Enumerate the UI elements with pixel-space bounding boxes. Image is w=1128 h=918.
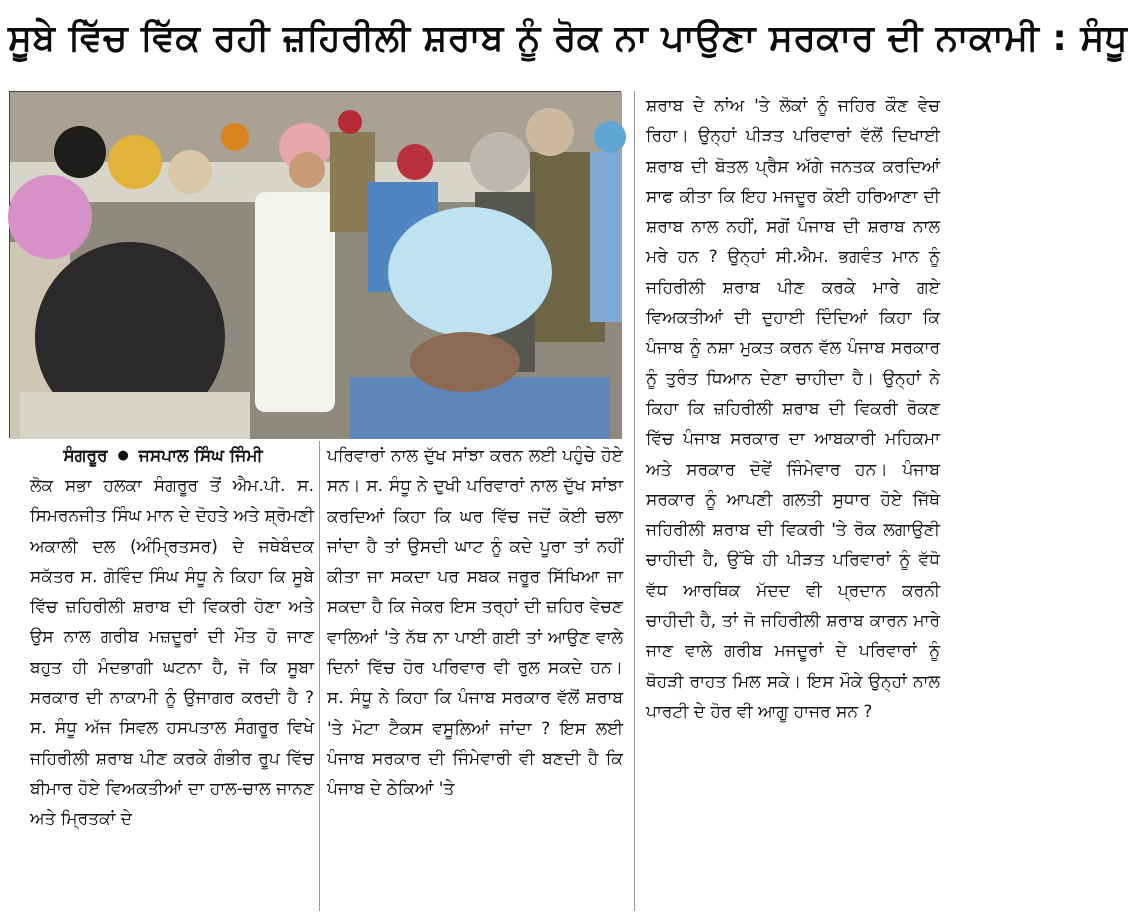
article-column-3	[646, 91, 940, 913]
byline	[12, 441, 314, 471]
foreground-neck	[410, 332, 520, 392]
person-head	[221, 123, 249, 151]
police-cap	[338, 110, 362, 134]
pink-turban	[8, 175, 92, 259]
blue-turban-right	[594, 121, 626, 153]
person-head	[108, 135, 162, 189]
article-paragraph: ਲੋਕ ਸਭਾ ਹਲਕਾ ਸੰਗਰੂਰ ਤੋਂ ਐਮ.ਪੀ. ਸ. ਸਿਮਰਨਜੀਤ ਸਿੰਘ ਮਾਨ ਦੇ ਦੋਹਤੇ ਅਤੇ ਸ਼੍ਰੋਮਣੀ ਅਕਾਲੀ ਦਲ (ਅੰਮ੍ਰਿਤਸਰ) ਦੇ ਜਥੇਬੰਦਕ ਸਕੱਤਰ ਸ. ਗੋਵਿੰਦ ਸਿੰਘ ਸੰਧੂ ਨੇ ਕਿਹਾ ਕਿ ਸੂਬੇ ਵਿੱਚ ਜ਼ਹਿਰੀਲੀ ਸ਼ਰਾਬ ਦੀ ਵਿਕਰੀ ਹੋਣਾ ਅਤੇ ਉਸ ਨਾਲ ਗਰੀਬ ਮਜ਼ਦੂਰਾਂ ਦੀ ਮੌਤ ਹੋ ਜਾਣ ਬਹੁਤ ਹੀ ਮੰਦਭਾਗੀ ਘਟਨਾ ਹੈ, ਜੋ ਕਿ ਸੂਬਾ ਸਰਕਾਰ ਦੀ ਨਾਕਾਮੀ ਨੂੰ ਉਜਾਗਰ ਕਰਦੀ ਹੈ ? ਸ. ਸੰਧੂ ਅੱਜ ਸਿਵਲ ਹਸਪਤਾਲ ਸੰਗਰੂਰ ਵਿਖੇ ਜਹਿਰੀਲੀ ਸ਼ਰਾਬ ਪੀਣ ਕਰਕੇ ਗੰਭੀਰ ਰੂਪ ਵਿੱਚ ਬੀਮਾਰ ਹੋਏ ਵਿਅਕਤੀਆਂ ਦਾ ਹਾਲ-ਚਾਲ ਜਾਨਣ ਅਤੇ ਮ੍ਰਿਤਕਾਂ ਦੇ	[30, 476, 314, 830]
column-divider	[634, 91, 635, 911]
person-head	[54, 126, 106, 178]
headline: ਸੂਬੇ ਵਿੱਚ ਵਿੱਕ ਰਹੀ ਜ਼ਹਿਰੀਲੀ ਸ਼ਰਾਬ ਨੂੰ ਰੋਕ ਨਾ ਪਾਉਣਾ ਸਰਕਾਰ ਦੀ ਨਾਕਾਮੀ : ਸੰਧੂ	[8, 18, 1128, 59]
person-face	[289, 152, 325, 188]
white-kurta	[255, 192, 335, 412]
person-head	[168, 150, 212, 194]
byline-bullet: ●	[117, 448, 129, 463]
photo-scene	[10, 92, 622, 439]
article-paragraph: ਪਰਿਵਾਰਾਂ ਨਾਲ ਦੁੱਖ ਸਾਂਝਾ ਕਰਨ ਲਈ ਪਹੁੰਚੇ ਹੋਏ ਸਨ। ਸ. ਸੰਧੂ ਨੇ ਦੁਖੀ ਪਰਿਵਾਰਾਂ ਨਾਲ ਦੁੱਖ ਸਾਂਝਾ ਕਰਦਿਆਂ ਕਿਹਾ ਕਿ ਘਰ ਵਿੱਚ ਜਦੋਂ ਕੋਈ ਚਲਾ ਜਾਂਦਾ ਹੈ ਤਾਂ ਉਸਦੀ ਘਾਟ ਨੂੰ ਕਦੇ ਪੂਰਾ ਤਾਂ ਨਹੀਂ ਕੀਤਾ ਜਾ ਸਕਦਾ ਪਰ ਸਬਕ ਜਰੂਰ ਸਿੱਖਿਆ ਜਾ ਸਕਦਾ ਹੈ ਕਿ ਜੇਕਰ ਇਸ ਤਰ੍ਹਾਂ ਦੀ ਜ਼ਹਿਰ ਵੇਚਣ ਵਾਲਿਆਂ 'ਤੇ ਨੱਥ ਨਾ ਪਾਈ ਗਈ ਤਾਂ ਆਉਣ ਵਾਲੇ ਦਿਨਾਂ ਵਿੱਚ ਹੋਰ ਪਰਿਵਾਰ ਵੀ ਰੁਲ ਸਕਦੇ ਹਨ। ਸ. ਸੰਧੂ ਨੇ ਕਿਹਾ ਕਿ ਪੰਜਾਬ ਸਰਕਾਰ ਵੱਲੋਂ ਸ਼ਰਾਬ 'ਤੇ ਮੋਟਾ ਟੈਕਸ ਵਸੂਲਿਆਂ ਜਾਂਦਾ ? ਇਸ ਲਈ ਪੰਜਾਬ ਸਰਕਾਰ ਦੀ ਜਿੰਮੇਵਾਰੀ ਵੀ ਬਣਦੀ ਹੈ ਕਿ ਪੰਜਾਬ ਦੇ ਠੇਕਿਆਂ 'ਤੇ	[327, 446, 623, 800]
blue-shirt	[590, 152, 622, 322]
article-column-2	[327, 441, 623, 913]
column-divider	[319, 441, 320, 911]
byline-reporter: ਜਸਪਾਲ ਸਿੰਘ ਜਿੰਮੀ	[138, 446, 263, 466]
article-paragraph: ਸ਼ਰਾਬ ਦੇ ਨਾਂਅ 'ਤੇ ਲੋਕਾਂ ਨੂੰ ਜਹਿਰ ਕੌਣ ਵੇਚ ਰਿਹਾ। ਉਨ੍ਹਾਂ ਪੀੜਤ ਪਰਿਵਾਰਾਂ ਵੱਲੋਂ ਦਿਖਾਈ ਸ਼ਰਾਬ ਦੀ ਬੋਤਲ ਪ੍ਰੈਸ ਅੱਗੇ ਜਨਤਕ ਕਰਦਿਆਂ ਸਾਫ ਕੀਤਾ ਕਿ ਇਹ ਮਜਦੂਰ ਕੋਈ ਹਰਿਆਣਾ ਦੀ ਸ਼ਰਾਬ ਨਾਲ ਨਹੀਂ, ਸਗੋਂ ਪੰਜਾਬ ਦੀ ਸ਼ਰਾਬ ਨਾਲ ਮਰੇ ਹਨ ? ਉਨ੍ਹਾਂ ਸੀ.ਐਮ. ਭਗਵੰਤ ਮਾਨ ਨੂੰ ਜਹਿਰੀਲੀ ਸ਼ਰਾਬ ਪੀਣ ਕਰਕੇ ਮਾਰੇ ਗਏ ਵਿਅਕਤੀਆਂ ਦੀ ਦੁਹਾਈ ਦਿੰਦਿਆਂ ਕਿਹਾ ਕਿ ਪੰਜਾਬ ਨੂੰ ਨਸ਼ਾ ਮੁਕਤ ਕਰਨ ਵੱਲ ਪੰਜਾਬ ਸਰਕਾਰ ਨੂੰ ਤੁਰੰਤ ਧਿਆਨ ਦੇਣਾ ਚਾਹੀਦਾ ਹੈ। ਉਨ੍ਹਾਂ ਨੇ ਕਿਹਾ ਕਿ ਜ਼ਹਿਰੀਲੀ ਸ਼ਰਾਬ ਦੀ ਵਿਕਰੀ ਰੋਕਣ ਵਿੱਚ ਪੰਜਾਬ ਸਰਕਾਰ ਦਾ ਆਬਕਾਰੀ ਮਹਿਕਮਾ ਅਤੇ ਸਰਕਾਰ ਦੋਵੇਂ ਜਿੰਮੇਵਾਰ ਹਨ। ਪੰਜਾਬ ਸਰਕਾਰ ਨੂੰ ਆਪਣੀ ਗਲਤੀ ਸੁਧਾਰ ਹੋਏ ਜਿੱਥੇ ਜਹਿਰੀਲੀ ਸ਼ਰਾਬ ਦੀ ਵਿਕਰੀ 'ਤੇ ਰੋਕ ਲਗਾਉਣੀ ਚਾਹੀਦੀ ਹੈ, ਉੱਥੇ ਹੀ ਪੀੜਤ ਪਰਿਵਾਰਾਂ ਨੂੰ ਵੱਧੋ ਵੱਧ ਆਰਥਿਕ ਮੱਦਦ ਵੀ ਪ੍ਰਦਾਨ ਕਰਨੀ ਚਾਹੀਦੀ ਹੈ, ਤਾਂ ਜੋ ਜਹਿਰੀਲੀ ਸ਼ਰਾਬ ਕਾਰਨ ਮਾਰੇ ਜਾਣ ਵਾਲੇ ਗਰੀਬ ਮਜਦੂਰਾਂ ਦੇ ਪਰਿਵਾਰਾਂ ਨੂੰ ਥੋਹੜੀ ਰਾਹਤ ਮਿਲ ਸਕੇ। ਇਸ ਮੌਕੇ ਉਨ੍ਹਾਂ ਨਾਲ ਪਾਰਟੀ ਦੇ ਹੋਰ ਵੀ ਆਗੂ ਹਾਜਰ ਸਨ ?	[646, 96, 940, 722]
beige-turban	[526, 108, 574, 156]
foreground-blue-turban	[388, 207, 552, 337]
foreground-body	[20, 392, 250, 439]
grey-turban	[470, 132, 530, 192]
byline-place: ਸੰਗਰੂਰ	[63, 446, 108, 466]
article-column-1	[12, 441, 314, 913]
red-turban	[397, 144, 433, 180]
news-photo	[9, 91, 621, 438]
